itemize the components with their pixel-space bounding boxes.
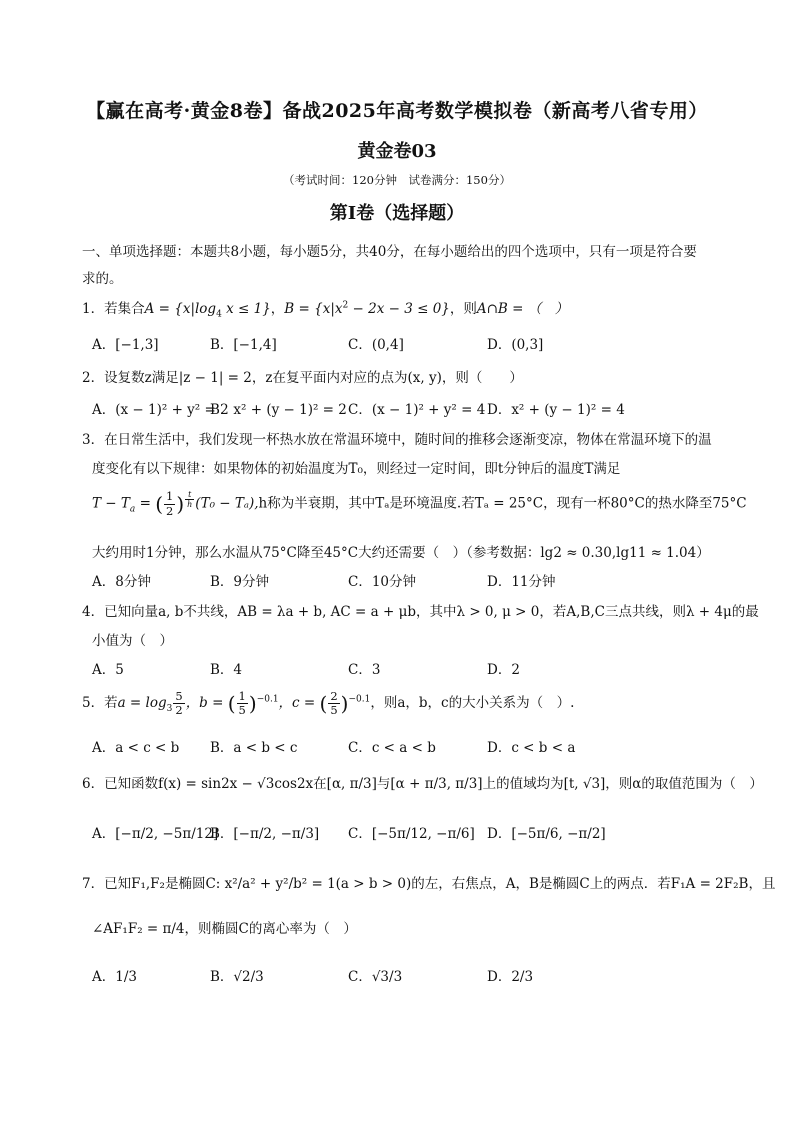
question-7-option-a[interactable]: A．1/3 (92, 969, 137, 985)
question-7-option-b[interactable]: B．√2/3 (210, 969, 264, 985)
exam-info: （考试时间：120分钟 试卷满分：150分） (283, 173, 511, 187)
question-7-line-1: 7．已知F₁,F₂是椭圆C: x²/a² + y²/b² = 1(a > b > 0)的左，右焦点，A，B是椭圆C上的两点．若F₁A = 2F₂B，且 (82, 876, 776, 892)
question-3-formula-line: $T - T_a$ = ( $\frac{1}{2}$ ) $^{\frac{t}{h}}$ (T₀ − Tₐ),h称为半衰期，其中Tₐ是环境温度.若Tₐ = 25°C，现有一杯80°C的热水降至75°C (92, 489, 747, 518)
exam-title: 【赢在高考·黄金8卷】备战2025年高考数学模拟卷（新高考八省专用） (86, 100, 708, 122)
question-7-line-2: ∠AF₁F₂ = π/4，则椭圆C的离心率为（ ） (92, 921, 357, 937)
question-6-option-a[interactable]: A．[−π/2, −5π/12] (92, 826, 219, 842)
question-4-option-d[interactable]: D．2 (487, 662, 520, 678)
question-5-option-a[interactable]: A．a < c < b (92, 740, 180, 756)
question-2-stem: 2．设复数z满足|z − 1| = 2，z在复平面内对应的点为(x, y)，则（ ） (82, 370, 523, 386)
question-1-option-c[interactable]: C．(0,4] (348, 337, 404, 353)
question-3-option-c[interactable]: C．10分钟 (348, 574, 417, 590)
question-6-option-d[interactable]: D．[−5π/6, −π/2] (487, 826, 606, 842)
instructions-line-1: 一、单项选择题：本题共8小题，每小题5分，共40分，在每小题给出的四个选项中，只有一项是符合要 (82, 244, 697, 260)
question-2-option-d[interactable]: D．x² + (y − 1)² = 4 (487, 402, 625, 418)
question-4-option-b[interactable]: B．4 (210, 662, 243, 678)
question-2-option-a[interactable]: A．(x − 1)² + y² = 2 (92, 402, 229, 418)
question-3-option-b[interactable]: B．9分钟 (210, 574, 270, 590)
question-1-stem: 1．若集合$A = \{x|\log_4$ x ≤ 1}，$B = \{x|x^2 - 2x - 3 \le 0\}$，则A∩B = （ ） (82, 300, 569, 320)
question-1-option-a[interactable]: A．[−1,3] (92, 337, 159, 353)
section-heading: 第I卷（选择题） (329, 203, 465, 224)
exam-subtitle: 黄金卷03 (357, 141, 437, 162)
question-3-option-a[interactable]: A．8分钟 (92, 574, 151, 590)
question-5-stem: 5．若$a = \log_3$ $\frac{5}{2}$ ，b = ( $\frac{1}{5}$ )$^{-0.1}$，c = ( $\frac{2}{5}$ )$^{-0.1}$，则a，b，c的大小关系为（ ）. (82, 689, 575, 718)
question-3-line-2: 度变化有以下规律：如果物体的初始温度为T₀，则经过一定时间，即t分钟后的温度T满足 (92, 461, 621, 477)
question-4-option-a[interactable]: A．5 (92, 662, 124, 678)
question-2-option-c[interactable]: C．(x − 1)² + y² = 4 (348, 402, 486, 418)
question-6-stem: 6．已知函数f(x) = sin2x − √3cos2x在[α, π/3]与[α + π/3, π/3]上的值域均为[t, √3]，则α的取值范围为（ ） (82, 776, 763, 792)
question-2-option-b[interactable]: B．x² + (y − 1)² = 2 (210, 402, 347, 418)
exponent-fraction: t h (187, 490, 193, 510)
question-5-option-d[interactable]: D．c < b < a (487, 740, 576, 756)
question-6-option-c[interactable]: C．[−5π/12, −π/6] (348, 826, 475, 842)
question-5-option-b[interactable]: B．a < b < c (210, 740, 298, 756)
question-1-option-b[interactable]: B．[−1,4] (210, 337, 277, 353)
question-7-option-d[interactable]: D．2/3 (487, 969, 534, 985)
instructions-line-2: 求的。 (82, 271, 123, 287)
question-4-option-c[interactable]: C．3 (348, 662, 381, 678)
question-3-option-d[interactable]: D．11分钟 (487, 574, 556, 590)
question-1-option-d[interactable]: D．(0,3] (487, 337, 544, 353)
question-3-line-1: 3．在日常生活中，我们发现一杯热水放在常温环境中，随时间的推移会逐渐变凉，物体在常温环境下的温 (82, 432, 712, 448)
q5-b-fraction: $\frac{1}{5}$ (238, 689, 246, 718)
half-fraction: $\frac{1}{2}$ (166, 489, 174, 518)
question-6-option-b[interactable]: B．[−π/2, −π/3] (210, 826, 320, 842)
question-3-line-4: 大约用时1分钟，那么水温从75°C降至45°C大约还需要（ ）（参考数据：lg2 ≈ 0.30,lg11 ≈ 1.04） (92, 545, 710, 561)
q5-a-fraction: $\frac{5}{2}$ (175, 689, 183, 718)
question-4-line-2: 小值为（ ） (92, 633, 173, 649)
question-4-line-1: 4．已知向量a, b不共线，AB = λa + b, AC = a + μb，其中λ > 0, μ > 0，若A,B,C三点共线，则λ + 4μ的最 (82, 604, 759, 620)
q5-c-fraction: $\frac{2}{5}$ (330, 689, 338, 718)
question-5-option-c[interactable]: C．c < a < b (348, 740, 436, 756)
question-7-option-c[interactable]: C．√3/3 (348, 969, 403, 985)
